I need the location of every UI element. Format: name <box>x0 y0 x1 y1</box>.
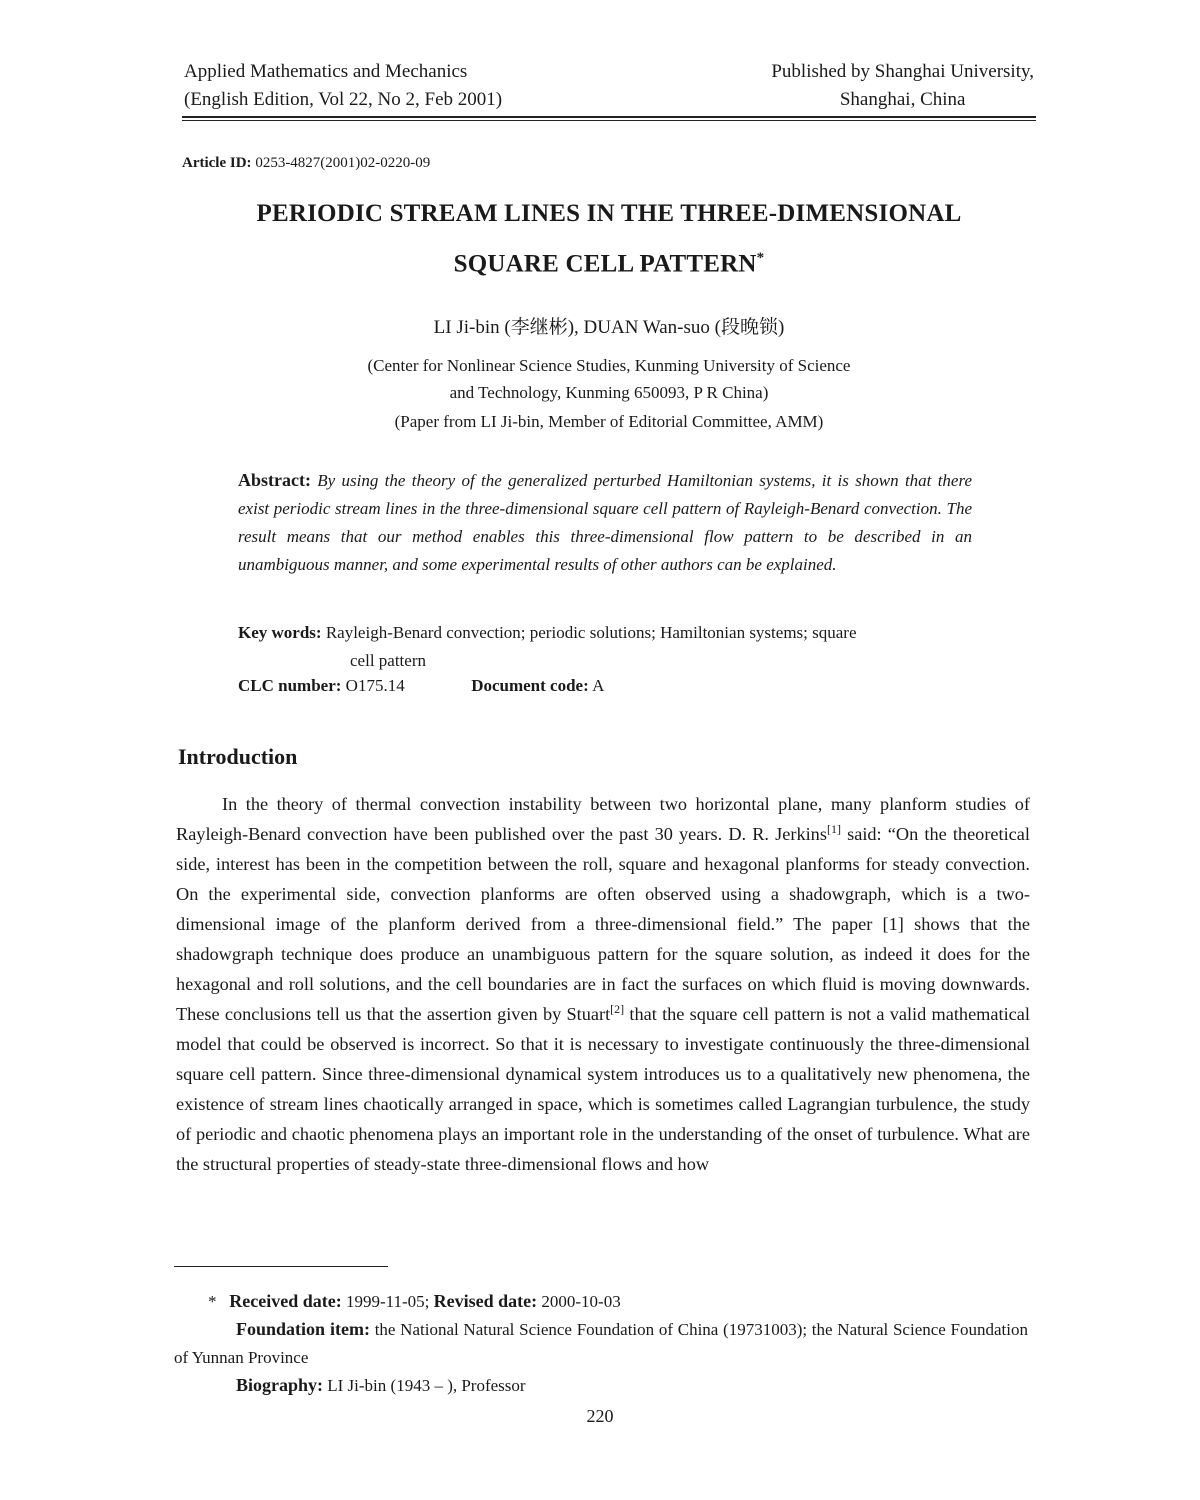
intro-text-part-2: said: “On the theoretical side, interest has been in the competition between the roll, square and hexagonal planforms for steady convection. On the experimental side, convection planforms are often observed using a shadowgraph, which is a two-dimensional image of the planform derived from a three-dimensional field.” The paper [1] shows that the shadowgraph technique does produce an unambiguous pattern for the square solution, as indeed it does for the hexagonal and roll solutions, and the cell boundaries are in fact the surfaces on which fluid is moving downwards. These conclusions tell us that the assertion given by Stuart <box>176 824 1030 1024</box>
paper-from-note: (Paper from LI Ji-bin, Member of Editorial Committee, AMM) <box>394 412 824 431</box>
revised-value: 2000-10-03 <box>537 1292 621 1311</box>
journal-edition: (English Edition, Vol 22, No 2, Feb 2001) <box>184 89 503 110</box>
publisher-name: Published by Shanghai University, <box>771 61 1034 82</box>
abstract <box>238 466 972 579</box>
clc-label: CLC number: <box>238 676 342 695</box>
received-value: 1999-11-05; <box>341 1292 434 1311</box>
intro-text-part-3: that the square cell pattern is not a valid mathematical model that could be observed is incorrect. So that it is necessary to investigate continuously the three-dimensional square cell pattern. Since three-dimensional dynamical system introduces us to a qualitatively new phenomena, the existence of stream lines chaotically arranged in space, which is sometimes called Lagrangian turbulence, the study of periodic and chaotic phenomena plays an important role in the understanding of the onset of turbulence. What are the structural properties of steady-state three-dimensional flows and how <box>176 1004 1030 1174</box>
foundation-label: Foundation item: <box>236 1319 370 1339</box>
doc-code-value: A <box>588 676 605 695</box>
authors: LI Ji-bin (李继彬), DUAN Wan-suo (段晚锁) <box>433 317 785 338</box>
revised-label: Revised date: <box>433 1291 538 1311</box>
intro-text-part-1: In the theory of thermal convection instability between two horizontal plane, many planform studies of Rayleigh-Benard convection have been published over the past 30 years. D. R. Jerkins <box>176 794 1030 844</box>
journal-name: Applied Mathematics and Mechanics <box>184 61 468 82</box>
footnote-biography <box>236 1371 526 1400</box>
biography-value: LI Ji-bin (1943 – ), Professor <box>323 1376 526 1395</box>
introduction-paragraph <box>176 789 1030 1179</box>
journal-header <box>184 58 502 114</box>
keywords-line-2: cell pattern <box>350 651 426 670</box>
keywords <box>238 619 972 675</box>
paper-title <box>182 192 1036 286</box>
publisher-header <box>771 58 1034 114</box>
doc-code-label: Document code: <box>471 676 589 695</box>
title-line-1: PERIODIC STREAM LINES IN THE THREE-DIMENSIONAL <box>256 200 962 227</box>
foundation-value: the National Natural Science Foundation of China (19731003); the Natural Science Foundation of Yunnan Province <box>174 1320 1029 1367</box>
title-line-2: SQUARE CELL PATTERN <box>453 250 757 278</box>
citation-1: [1] <box>826 821 841 836</box>
abstract-label: Abstract: <box>238 470 311 490</box>
footnote-star: * <box>208 1292 217 1311</box>
introduction-heading: Introduction <box>178 744 298 769</box>
abstract-text: By using the theory of the generalized perturbed Hamiltonian systems, it is shown that there exist periodic stream lines in the three-dimensional square cell pattern of Rayleigh-Benard convection. The result means that our method enables this three-dimensional flow pattern to be described in an unambiguous manner, and some experimental results of other authors can be explained. <box>238 471 973 574</box>
affiliation-line-1: (Center for Nonlinear Science Studies, Kunming University of Science <box>367 356 851 375</box>
biography-label: Biography: <box>236 1375 324 1395</box>
keywords-line-1: Rayleigh-Benard convection; periodic solutions; Hamiltonian systems; square <box>321 623 857 642</box>
article-id-value: 0253-4827(2001)02-0220-09 <box>251 155 431 171</box>
header-rule-thick <box>182 116 1036 118</box>
received-label: Received date: <box>229 1291 342 1311</box>
classification-line <box>238 676 604 696</box>
footnote-rule <box>174 1266 388 1267</box>
publisher-location: Shanghai, China <box>839 89 966 110</box>
article-id-label: Article ID: <box>182 155 252 171</box>
affiliation <box>182 352 1036 406</box>
header-rule-thin <box>182 120 1036 121</box>
article-id <box>182 155 430 172</box>
clc-value: O175.14 <box>341 676 405 695</box>
footnote-dates <box>208 1287 621 1316</box>
title-footnote-mark: * <box>756 250 765 266</box>
footnote-foundation <box>174 1315 1028 1372</box>
keywords-label: Key words: <box>238 623 322 642</box>
affiliation-line-2: and Technology, Kunming 650093, P R China) <box>449 383 769 402</box>
citation-2: [2] <box>610 1001 625 1016</box>
page-number: 220 <box>586 1406 614 1426</box>
